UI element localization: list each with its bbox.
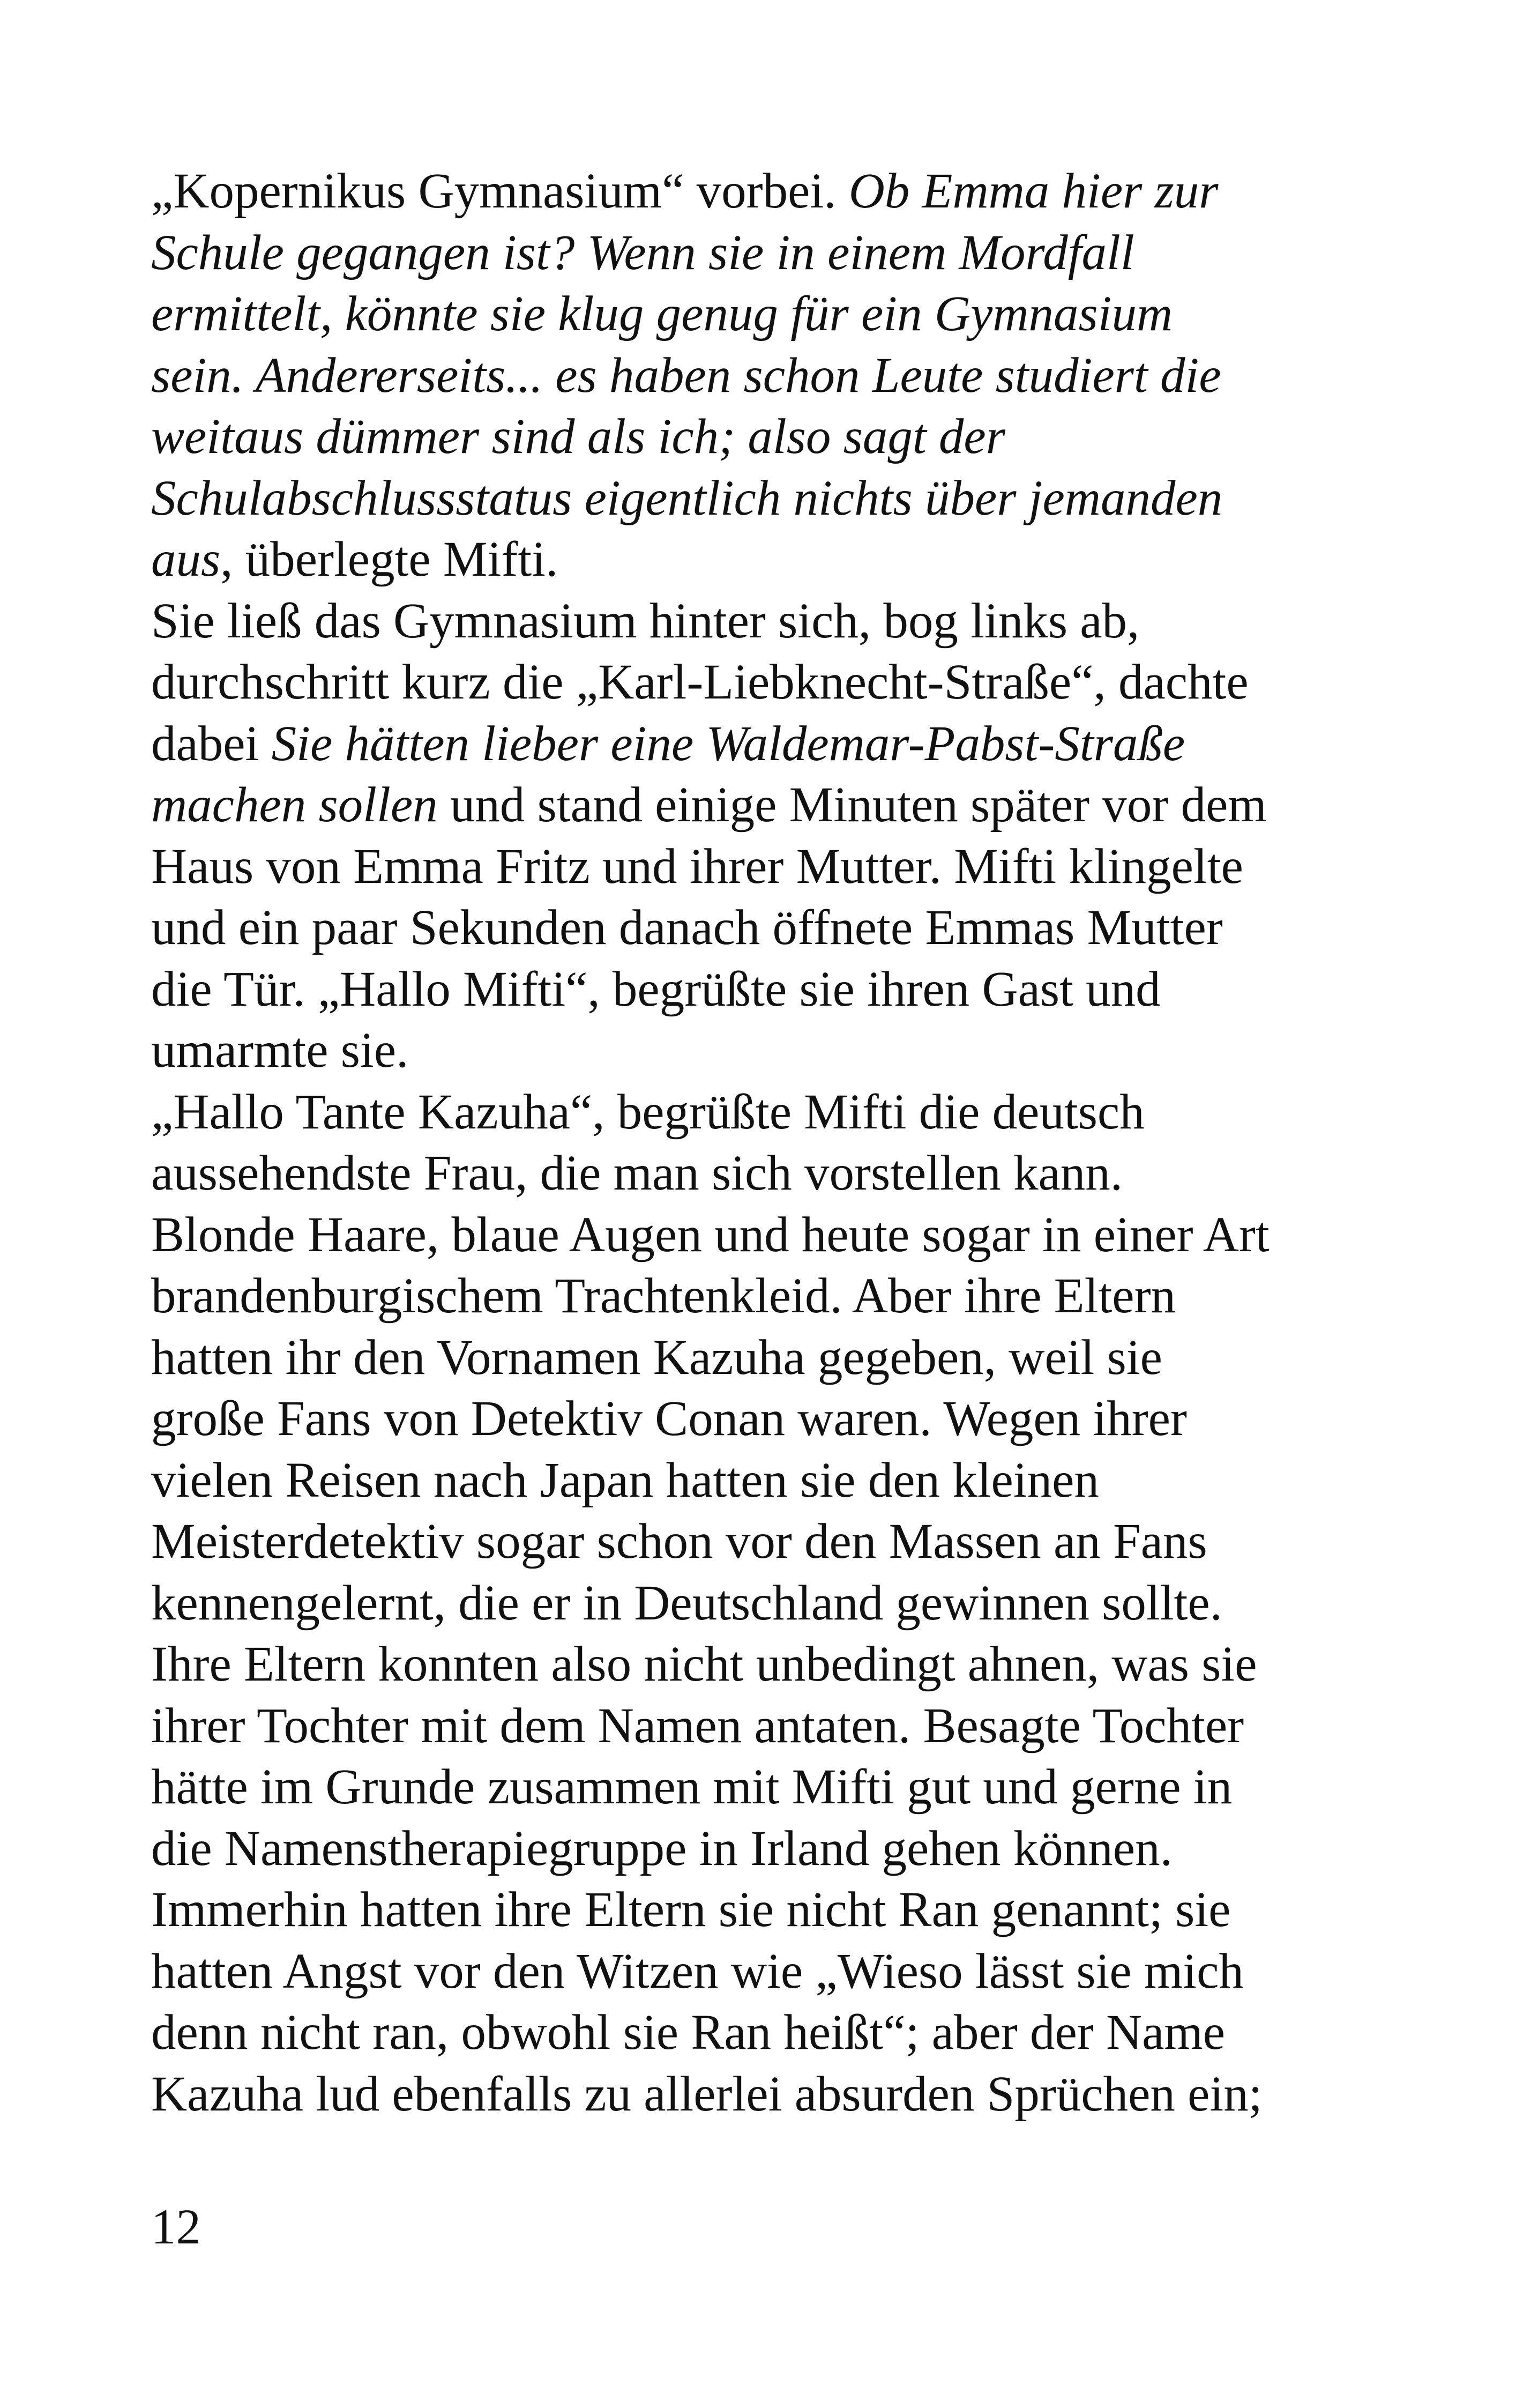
text-line xyxy=(151,1327,1384,1389)
text-line xyxy=(151,1573,1384,1634)
text-line xyxy=(151,959,1384,1021)
text-segment: aussehendste Frau, die man sich vorstellen kann. xyxy=(151,1146,1123,1201)
italic-text-segment: Schulabschlussstatus eigentlich nichts über jemanden xyxy=(151,470,1223,526)
text-line xyxy=(151,775,1384,836)
italic-text-segment: machen sollen xyxy=(151,777,438,833)
body-text xyxy=(151,161,1384,2125)
text-line xyxy=(151,468,1384,530)
text-line xyxy=(151,222,1384,284)
italic-text-segment: sein. Andererseits... es haben schon Leute studiert die xyxy=(151,347,1221,403)
text-line xyxy=(151,345,1384,407)
italic-text-segment: weitaus dümmer sind als ich; also sagt der xyxy=(151,409,1005,464)
text-segment: „Kopernikus Gymnasium“ vorbei. xyxy=(151,163,849,219)
text-segment: brandenburgischem Trachtenkleid. Aber ihre Eltern xyxy=(151,1268,1176,1324)
text-line xyxy=(151,406,1384,468)
text-segment: hatten ihr den Vornamen Kazuha gegeben, weil sie xyxy=(151,1329,1162,1385)
italic-text-segment: aus xyxy=(151,532,221,587)
text-segment: „Hallo Tante Kazuha“, begrüßte Mifti die deutsch xyxy=(151,1084,1145,1140)
text-line xyxy=(151,1511,1384,1573)
text-segment: große Fans von Detektiv Conan waren. Wegen ihrer xyxy=(151,1391,1187,1446)
text-line xyxy=(151,836,1384,898)
text-segment: umarmte sie. xyxy=(151,1023,409,1078)
text-segment: die Tür. „Hallo Mifti“, begrüßte sie ihren Gast und xyxy=(151,961,1161,1017)
text-line xyxy=(151,714,1384,775)
text-line xyxy=(151,1634,1384,1696)
text-segment: Blonde Haare, blaue Augen und heute sogar in einer Art xyxy=(151,1207,1270,1262)
text-line xyxy=(151,1143,1384,1205)
text-segment: und stand einige Minuten später vor dem xyxy=(437,777,1267,833)
italic-text-segment: ermittelt, könnte sie klug genug für ein Gymnasium xyxy=(151,286,1173,341)
italic-text-segment: Schule gegangen ist? Wenn sie in einem Mordfall xyxy=(151,225,1134,280)
text-line xyxy=(151,1205,1384,1266)
italic-text-segment: Ob Emma hier zur xyxy=(848,163,1219,219)
text-line xyxy=(151,1879,1384,1941)
text-segment: denn nicht ran, obwohl sie Ran heißt“; aber der Name xyxy=(151,2005,1225,2060)
text-line xyxy=(151,1020,1384,1082)
text-segment: Ihre Eltern konnten also nicht unbedingt ahnen, was sie xyxy=(151,1637,1257,1692)
text-line xyxy=(151,529,1384,591)
text-segment: vielen Reisen nach Japan hatten sie den kleinen xyxy=(151,1452,1099,1508)
text-line xyxy=(151,1818,1384,1880)
text-segment: Meisterdetektiv sogar schon vor den Massen an Fans xyxy=(151,1514,1207,1569)
text-segment: kennengelernt, die er in Deutschland gewinnen sollte. xyxy=(151,1575,1222,1631)
text-segment: hätte im Grunde zusammen mit Mifti gut und gerne in xyxy=(151,1759,1233,1815)
text-line xyxy=(151,2002,1384,2064)
text-segment: hatten Angst vor den Witzen wie „Wieso lässt sie mich xyxy=(151,1943,1244,1999)
text-line xyxy=(151,161,1384,222)
text-line xyxy=(151,284,1384,345)
italic-text-segment: Sie hätten lieber eine Waldemar-Pabst-Straße xyxy=(271,716,1185,771)
text-segment: , überlegte Mifti. xyxy=(220,532,558,587)
text-segment: Kazuha lud ebenfalls zu allerlei absurden Sprüchen ein; xyxy=(151,2066,1263,2122)
text-line xyxy=(151,1696,1384,1757)
text-segment: durchschritt kurz die „Karl-Liebknecht-Straße“, dachte xyxy=(151,655,1249,710)
text-line xyxy=(151,1388,1384,1450)
text-segment: dabei xyxy=(151,716,272,771)
page-number: 12 xyxy=(151,2199,201,2255)
text-line xyxy=(151,652,1384,714)
text-line xyxy=(151,591,1384,652)
text-line xyxy=(151,897,1384,959)
text-line xyxy=(151,1941,1384,2003)
text-segment: ihrer Tochter mit dem Namen antaten. Besagte Tochter xyxy=(151,1698,1244,1753)
text-segment: Haus von Emma Fritz und ihrer Mutter. Mifti klingelte xyxy=(151,838,1243,894)
text-segment: Immerhin hatten ihre Eltern sie nicht Ran genannt; sie xyxy=(151,1882,1231,1937)
text-segment: Sie ließ das Gymnasium hinter sich, bog links ab, xyxy=(151,593,1140,649)
text-line xyxy=(151,1757,1384,1818)
text-line xyxy=(151,2064,1384,2125)
text-segment: und ein paar Sekunden danach öffnete Emmas Mutter xyxy=(151,900,1223,955)
text-segment: die Namenstherapiegruppe in Irland gehen können. xyxy=(151,1820,1173,1876)
text-line xyxy=(151,1082,1384,1143)
text-line xyxy=(151,1450,1384,1512)
text-line xyxy=(151,1266,1384,1327)
